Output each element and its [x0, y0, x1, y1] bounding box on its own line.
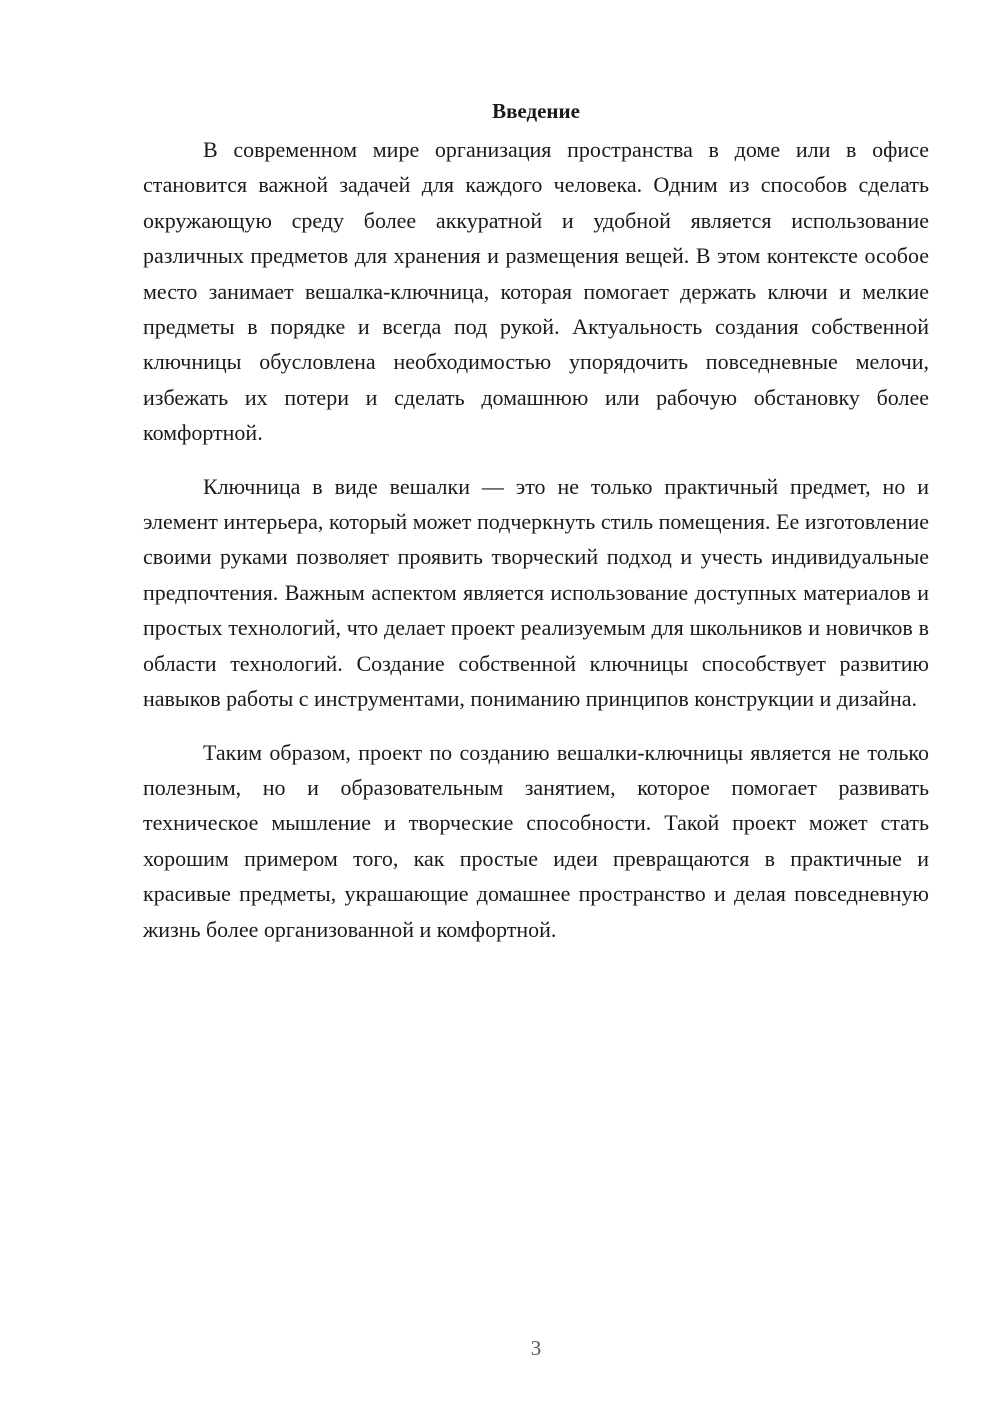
page-content: [143, 96, 929, 965]
section-title: Введение: [492, 99, 580, 123]
paragraph-1: В современном мире организация пространства в доме или в офисе становится важной задачей для каждого человека. Одним из способов сделать окружающую среду более аккуратной и удобной является использование различных предметов для хранения и размещения вещей. В этом контексте особое место занимает вешалка-ключница, которая помогает держать ключи и мелкие предметы в порядке и всегда под рукой. Актуальность создания собственной ключницы обусловлена необходимостью упорядочить повседневные мелочи, избежать их потери и сделать домашнюю или рабочую обстановку более комфортной.: [143, 137, 929, 446]
paragraph-3: Таким образом, проект по созданию вешалки-ключницы является не только полезным, но и образовательным занятием, которое помогает развивать техническое мышление и творческие способности. Такой проект может стать хорошим примером того, как простые идеи превращаются в практичные и красивые предметы, украшающие домашнее пространство и делая повседневную жизнь более организованной и комфортной.: [143, 739, 929, 942]
page-number: 3: [530, 1336, 542, 1360]
paragraph-2: Ключница в виде вешалки — это не только практичный предмет, но и элемент интерьера, который может подчеркнуть стиль помещения. Ее изготовление своими руками позволяет проявить творческий подход и учесть индивидуальные предпочтения. Важным аспектом является использование доступных материалов и простых технологий, что делает проект реализуемым для школьников и новичков в области технологий. Создание собственной ключницы способствует развитию навыков работы с инструментами, пониманию принципов конструкции и дизайна.: [143, 473, 929, 712]
